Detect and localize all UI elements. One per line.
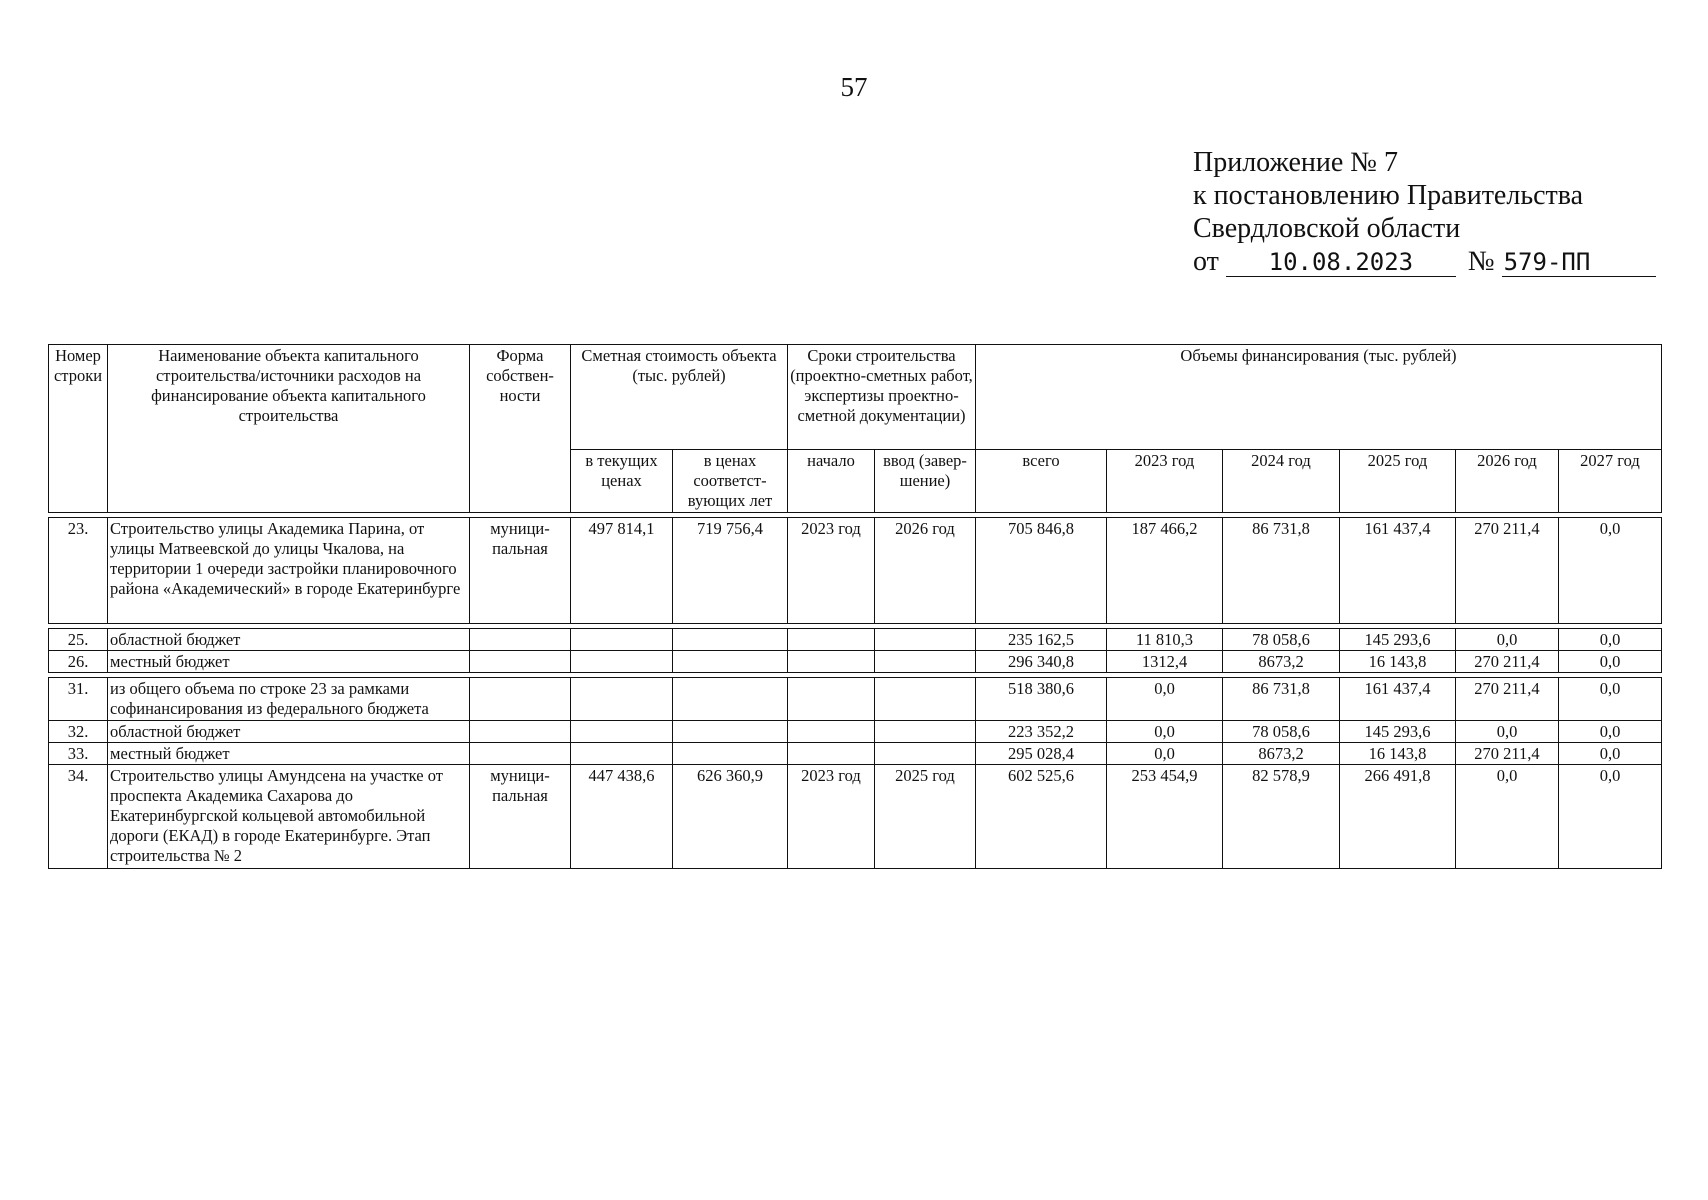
row-num: 34. — [49, 765, 108, 869]
row-cost-years — [673, 651, 788, 673]
row-2026: 0,0 — [1456, 765, 1559, 869]
number-prefix: № — [1467, 246, 1495, 277]
row-ownership — [470, 721, 571, 743]
row-cost-current: 447 438,6 — [571, 765, 673, 869]
header-2025: 2025 год — [1340, 450, 1456, 513]
row-2027: 0,0 — [1559, 721, 1662, 743]
row-ownership — [470, 743, 571, 765]
row-2024: 82 578,9 — [1223, 765, 1340, 869]
row-cost-years — [673, 678, 788, 721]
header-construction-terms: Сроки строительства (проектно-сметных работ, экспертизы проектно-сметной документации) — [788, 345, 976, 450]
row-name: Строительство улицы Амундсена на участке от проспекта Академика Сахарова до Екатеринбургской кольцевой автомобильной дороги (ЕКАД) в городе Екатеринбурге. Этап строительства № 2 — [108, 765, 470, 869]
row-cost-years: 626 360,9 — [673, 765, 788, 869]
row-num: 33. — [49, 743, 108, 765]
row-finish — [875, 629, 976, 651]
header-row-number: Номер строки — [49, 345, 108, 513]
header-2023: 2023 год — [1107, 450, 1223, 513]
header-object-name: Наименование объекта капитального строительства/источники расходов на финансирование объекта капитального строительства — [108, 345, 470, 513]
row-cost-current — [571, 678, 673, 721]
date-prefix: от — [1193, 246, 1219, 277]
row-total: 223 352,2 — [976, 721, 1107, 743]
row-2026: 0,0 — [1456, 629, 1559, 651]
row-2027: 0,0 — [1559, 629, 1662, 651]
row-2027: 0,0 — [1559, 678, 1662, 721]
row-2023: 187 466,2 — [1107, 518, 1223, 624]
row-ownership: муници-пальная — [470, 518, 571, 624]
row-ownership — [470, 629, 571, 651]
row-start: 2023 год — [788, 765, 875, 869]
row-2024: 78 058,6 — [1223, 629, 1340, 651]
row-ownership: муници-пальная — [470, 765, 571, 869]
row-start — [788, 721, 875, 743]
header-start: начало — [788, 450, 875, 513]
header-funding: Объемы финансирования (тыс. рублей) — [976, 345, 1662, 450]
row-2024: 86 731,8 — [1223, 678, 1340, 721]
row-2025: 16 143,8 — [1340, 651, 1456, 673]
table-row — [49, 743, 1662, 765]
row-total: 518 380,6 — [976, 678, 1107, 721]
row-total: 296 340,8 — [976, 651, 1107, 673]
appendix-date-line — [1193, 245, 1656, 278]
row-2024: 8673,2 — [1223, 651, 1340, 673]
row-2023: 0,0 — [1107, 678, 1223, 721]
row-name: областной бюджет — [108, 721, 470, 743]
header-2026: 2026 год — [1456, 450, 1559, 513]
row-2027: 0,0 — [1559, 765, 1662, 869]
row-finish: 2025 год — [875, 765, 976, 869]
table-row — [49, 518, 1662, 624]
row-ownership — [470, 651, 571, 673]
row-num: 23. — [49, 518, 108, 624]
row-2023: 11 810,3 — [1107, 629, 1223, 651]
row-name: местный бюджет — [108, 743, 470, 765]
row-2024: 86 731,8 — [1223, 518, 1340, 624]
row-cost-current: 497 814,1 — [571, 518, 673, 624]
table-row — [49, 629, 1662, 651]
row-name: Строительство улицы Академика Парина, от улицы Матвеевской до улицы Чкалова, на территории 1 очереди застройки планировочного района «Академический» в городе Екатеринбурге — [108, 518, 470, 624]
row-num: 26. — [49, 651, 108, 673]
row-2025: 16 143,8 — [1340, 743, 1456, 765]
row-cost-current — [571, 721, 673, 743]
header-2024: 2024 год — [1223, 450, 1340, 513]
header-2027: 2027 год — [1559, 450, 1662, 513]
resolution-date: 10.08.2023 — [1226, 248, 1456, 277]
row-cost-years — [673, 629, 788, 651]
table-row — [49, 678, 1662, 721]
table-row — [49, 651, 1662, 673]
row-2025: 161 437,4 — [1340, 518, 1456, 624]
appendix-region: Свердловской области — [1193, 213, 1461, 244]
row-2025: 266 491,8 — [1340, 765, 1456, 869]
row-2024: 78 058,6 — [1223, 721, 1340, 743]
row-start — [788, 743, 875, 765]
header-ownership: Форма собствен-ности — [470, 345, 571, 513]
row-2023: 1312,4 — [1107, 651, 1223, 673]
row-2025: 161 437,4 — [1340, 678, 1456, 721]
row-name: областной бюджет — [108, 629, 470, 651]
resolution-number: 579-ПП — [1502, 248, 1656, 277]
row-cost-years — [673, 743, 788, 765]
row-start — [788, 678, 875, 721]
row-start — [788, 651, 875, 673]
row-2024: 8673,2 — [1223, 743, 1340, 765]
row-total: 295 028,4 — [976, 743, 1107, 765]
row-2026: 270 211,4 — [1456, 678, 1559, 721]
row-total: 602 525,6 — [976, 765, 1107, 869]
table-row — [49, 721, 1662, 743]
header-finish: ввод (завер-шение) — [875, 450, 976, 513]
header-total: всего — [976, 450, 1107, 513]
appendix-title: Приложение № 7 — [1193, 147, 1398, 178]
row-total: 235 162,5 — [976, 629, 1107, 651]
row-cost-current — [571, 743, 673, 765]
header-estimated-cost: Сметная стоимость объекта (тыс. рублей) — [571, 345, 788, 450]
row-cost-years: 719 756,4 — [673, 518, 788, 624]
row-start — [788, 629, 875, 651]
row-num: 25. — [49, 629, 108, 651]
appendix-header — [1193, 146, 1656, 278]
row-total: 705 846,8 — [976, 518, 1107, 624]
row-2023: 0,0 — [1107, 721, 1223, 743]
row-finish — [875, 651, 976, 673]
appendix-resolution: к постановлению Правительства — [1193, 180, 1584, 211]
row-finish — [875, 721, 976, 743]
page-number: 57 — [840, 72, 868, 102]
row-2026: 0,0 — [1456, 721, 1559, 743]
header-row-1 — [49, 345, 1662, 450]
row-2027: 0,0 — [1559, 518, 1662, 624]
row-start: 2023 год — [788, 518, 875, 624]
row-2027: 0,0 — [1559, 651, 1662, 673]
row-cost-years — [673, 721, 788, 743]
financing-table — [48, 344, 1662, 869]
row-num: 31. — [49, 678, 108, 721]
row-num: 32. — [49, 721, 108, 743]
header-cost-current: в текущих ценах — [571, 450, 673, 513]
row-cost-current — [571, 651, 673, 673]
row-2026: 270 211,4 — [1456, 651, 1559, 673]
row-2026: 270 211,4 — [1456, 518, 1559, 624]
row-2023: 253 454,9 — [1107, 765, 1223, 869]
row-2023: 0,0 — [1107, 743, 1223, 765]
row-name: местный бюджет — [108, 651, 470, 673]
row-ownership — [470, 678, 571, 721]
row-name: из общего объема по строке 23 за рамками софинансирования из федерального бюджета — [108, 678, 470, 721]
table-row — [49, 765, 1662, 869]
row-2026: 270 211,4 — [1456, 743, 1559, 765]
header-cost-years: в ценах соответст-вующих лет — [673, 450, 788, 513]
row-2025: 145 293,6 — [1340, 721, 1456, 743]
row-2025: 145 293,6 — [1340, 629, 1456, 651]
row-finish — [875, 743, 976, 765]
row-2027: 0,0 — [1559, 743, 1662, 765]
row-finish — [875, 678, 976, 721]
row-finish: 2026 год — [875, 518, 976, 624]
row-cost-current — [571, 629, 673, 651]
